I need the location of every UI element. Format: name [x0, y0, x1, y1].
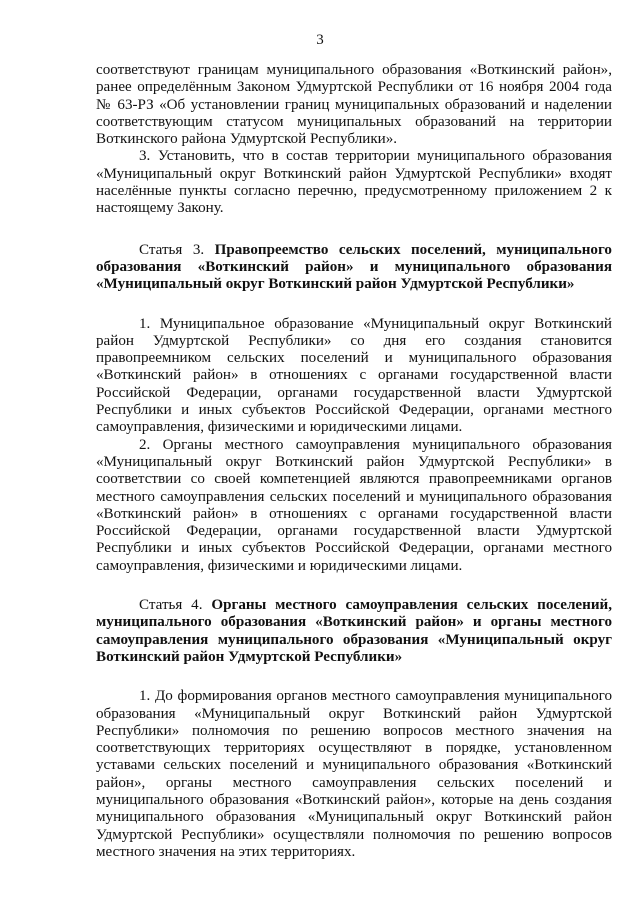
article-4: [96, 597, 612, 861]
article-3-label: Статья 3.: [139, 241, 205, 258]
article-3: [96, 242, 612, 575]
article-4-label: Статья 4.: [139, 597, 203, 614]
article-3-heading: [96, 242, 612, 294]
article-3-title: Правопреемство сельских поселений, муниципального образования «Воткинский район» и муниципального образования «Муниципальный округ Воткинский район Удмуртской Республики»: [96, 241, 612, 293]
document-body: [96, 62, 612, 861]
article-4-paragraph-1: 1. До формирования органов местного самоуправления муниципального образования «Муниципальный округ Воткинский район Удмуртской Республики» полномочия по решению вопросов местного значения на соответствующих территориях осуществляют в порядке, установленном уставами сельских поселений и муниципального образования «Воткинский район», органы местного самоуправления сельских поселений и муниципального образования «Воткинский район», которые на день создания муниципального образования «Муниципальный округ Воткинский район Удмуртской Республики» осуществляли полномочия по решению вопросов местного значения на этих территориях.: [96, 688, 612, 860]
article-4-heading: [96, 597, 612, 666]
article-3-paragraph-1: 1. Муниципальное образование «Муниципальный округ Воткинский район Удмуртской Республики» со дня его создания становится правопреемником сельских поселений и муниципального образования «Воткинский район» в отношениях с органами государственной власти Российской Федерации, органами государственной власти Удмуртской Республики и иных субъектов Российской Федерации, органами местного самоуправления, физическими и юридическими лицами.: [96, 315, 612, 436]
paragraph-item-3: 3. Установить, что в состав территории муниципального образования «Муниципальный округ Воткинский район Удмуртской Республики» входят населённые пункты согласно перечню, предусмотренному приложением 2 к настоящему Закону.: [96, 148, 612, 217]
article-4-title: Органы местного самоуправления сельских поселений, муниципального образования «Воткинский район» и органы местного самоуправления муниципального образования «Муниципальный округ Воткинский район Удмуртской Республики»: [96, 597, 612, 665]
article-3-paragraph-2: 2. Органы местного самоуправления муниципального образования «Муниципальный округ Воткинский район Удмуртской Республики» в соответствии со своей компетенцией являются правопреемниками органов местного самоуправления сельских поселений и муниципального образования «Воткинский район» в отношениях с органами государственной власти Российской Федерации, органами государственной власти Удмуртской Республики и иных субъектов Российской Федерации, органами местного самоуправления, физическими и юридическими лицами.: [96, 436, 612, 574]
page-number: 3: [316, 32, 324, 48]
paragraph-intro: соответствуют границам муниципального образования «Воткинский район», ранее определённым Законом Удмуртской Республики от 16 ноября 2004 года № 63-РЗ «Об установлении границ муниципальных образований и наделении соответствующим статусом муниципальных образований на территории Воткинского района Удмуртской Республики».: [96, 62, 612, 148]
